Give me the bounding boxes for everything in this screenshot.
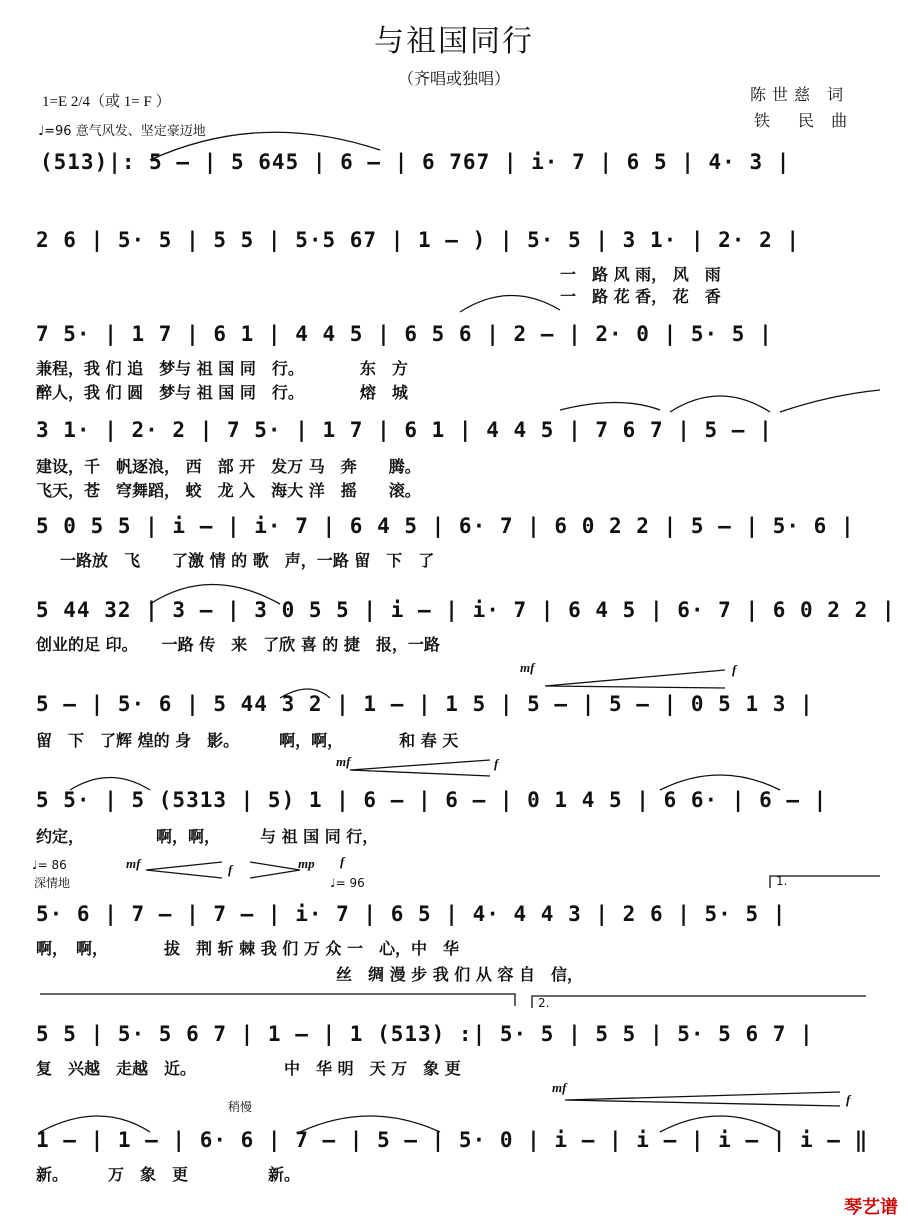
slur — [40, 1116, 150, 1132]
key-signature: 1=E 2/4（或 1= F ） — [42, 94, 171, 110]
score-row-5: 5 0 5 5 | i – | i· 7 | 6 4 5 | 6· 7 | 6 0 2 2 | 5 – | 5· 6 | — [36, 514, 855, 538]
lyrics-row-8: 约定， 啊，啊， 与 祖 国 同 行， — [36, 827, 379, 846]
dynamic-f: f — [228, 862, 233, 877]
lyrics-row-4-verse-1: 建设，千 帆逐浪， 西 部 开 发万 马 奔 腾。 — [36, 457, 421, 476]
lyrics-row-4-verse-2: 飞天，苍 穹舞蹈， 蛟 龙 入 海大 洋 摇 滚。 — [36, 481, 421, 500]
score-row-8: 5 5· | 5 (5313 | 5) 1 | 6 – | 6 – | 0 1 4 5 | 6 6· | 6 – | — [36, 788, 828, 812]
score-row-7: 5 – | 5· 6 | 5 44 3 2 | 1 – | 1 5 | 5 – | 5 – | 0 5 1 3 | — [36, 692, 814, 716]
expression-mark: 深情地 — [34, 876, 71, 890]
score-row-2: 2 6 | 5· 5 | 5 5 | 5·5 67 | 1 – ) | 5· 5 | 3 1· | 2· 2 | — [36, 228, 801, 252]
dynamic-f: f — [494, 756, 499, 771]
slur — [460, 295, 560, 312]
tempo-mark-slower: 稍慢 — [228, 1100, 253, 1114]
lyrics-row-10: 复 兴越 走越 近。 中 华 明 天 万 象 更 — [36, 1059, 461, 1078]
quarter-note-icon: ♩ — [330, 876, 336, 890]
tempo-mark-first: ♩=96 意气风发、坚定豪迈地 — [38, 124, 206, 139]
slur — [150, 585, 280, 605]
volta-bracket-second — [532, 996, 866, 1008]
score-row-3: 7 5· | 1 7 | 6 1 | 4 4 5 | 6 5 6 | 2 – | 2· 0 | 5· 5 | — [36, 322, 773, 346]
slur — [670, 396, 770, 412]
slur — [780, 390, 880, 412]
decrescendo-hairpin — [250, 862, 300, 878]
lyrics-row-9-verse-1: 啊， 啊， 拔 荆 斩 棘 我 们 万 众 一 心，中 华 — [36, 939, 459, 958]
lyrics-row-5: 一路放 飞 了激 情 的 歌 声，一路 留 下 了 — [60, 551, 435, 570]
lyrics-row-2-verse-1: 一 路 风 雨， 风 雨 — [560, 265, 721, 284]
crescendo-hairpin — [350, 760, 490, 776]
dynamic-f: f — [732, 662, 737, 677]
score-row-6: 5 44 32 | 3 – | 3 0 5 5 | i – | i· 7 | 6 4 5 | 6· 7 | 6 0 2 2 | — [36, 598, 896, 622]
volta-bracket-first — [770, 876, 880, 888]
lyrics-row-6: 创业的足 印。 一路 传 来 了欣 喜 的 捷 报，一路 — [36, 635, 440, 654]
slur — [150, 132, 380, 160]
tempo-mark-second: ♩= 86 — [32, 858, 67, 872]
lyrics-row-2-verse-2: 一 路 花 香， 花 香 — [560, 287, 721, 306]
score-row-11: 1 – | 1 – | 6· 6 | 7 – | 5 – | 5· 0 | i – | i – | i – | i – ‖ — [36, 1128, 869, 1152]
dynamic-f: f — [846, 1092, 851, 1107]
tempo-mark-third: ♩= 96 — [330, 876, 365, 890]
score-row-10: 5 5 | 5· 5 6 7 | 1 – | 1 (513) :| 5· 5 | 5 5 | 5· 5 6 7 | — [36, 1022, 814, 1046]
dynamic-mf: mf — [552, 1080, 567, 1095]
slur — [70, 778, 150, 791]
quarter-note-icon: ♩ — [32, 858, 38, 872]
slur — [560, 403, 660, 411]
lyrics-row-11: 新。 万 象 更 新。 — [36, 1165, 301, 1184]
crescendo-hairpin — [565, 1092, 840, 1106]
lyrics-row-3-verse-1: 兼程，我 们 追 梦与 祖 国 同 行。 东 方 — [36, 359, 408, 378]
lyrics-row-7: 留 下 了辉 煌的 身 影。 啊，啊， 和 春 天 — [36, 731, 459, 750]
dynamic-mf: mf — [126, 856, 141, 871]
volta-line — [40, 994, 515, 1006]
slur — [280, 689, 330, 698]
dynamic-mf: mf — [336, 754, 351, 769]
song-subtitle: （齐唱或独唱） — [397, 69, 510, 88]
crescendo-hairpin — [545, 670, 725, 688]
score-row-9: 5· 6 | 7 – | 7 – | i· 7 | 6 5 | 4· 4 4 3 | 2 6 | 5· 5 | — [36, 902, 787, 926]
dynamic-mf: mf — [520, 660, 535, 675]
song-title: 与祖国同行 — [374, 24, 534, 59]
watermark-logo: 琴艺谱 — [844, 1197, 898, 1218]
composer-credit: 铁 民 曲 — [754, 111, 854, 130]
lyrics-row-3-verse-2: 醉人，我 们 圆 梦与 祖 国 同 行。 熔 城 — [36, 383, 408, 402]
lyricist-credit: 陈世慈 词 — [750, 85, 850, 104]
slur — [660, 775, 780, 790]
score-row-1: (513)|: 5 – | 5 645 | 6 – | 6 767 | i· 7 | 6 5 | 4· 3 | — [40, 150, 791, 174]
dynamic-mp: mp — [298, 856, 315, 871]
slur — [300, 1116, 440, 1132]
crescendo-hairpin — [146, 862, 222, 878]
score-row-4: 3 1· | 2· 2 | 7 5· | 1 7 | 6 1 | 4 4 5 | 7 6 7 | 5 – | — [36, 418, 773, 442]
quarter-note-icon: ♩ — [38, 124, 45, 139]
volta-first-label: 1. — [776, 874, 788, 888]
volta-second-label: 2. — [538, 996, 550, 1010]
dynamic-f: f — [340, 854, 345, 869]
slur — [660, 1116, 780, 1132]
lyrics-row-9-verse-2: 丝 绸 漫 步 我 们 从 容 自 信， — [336, 965, 583, 984]
